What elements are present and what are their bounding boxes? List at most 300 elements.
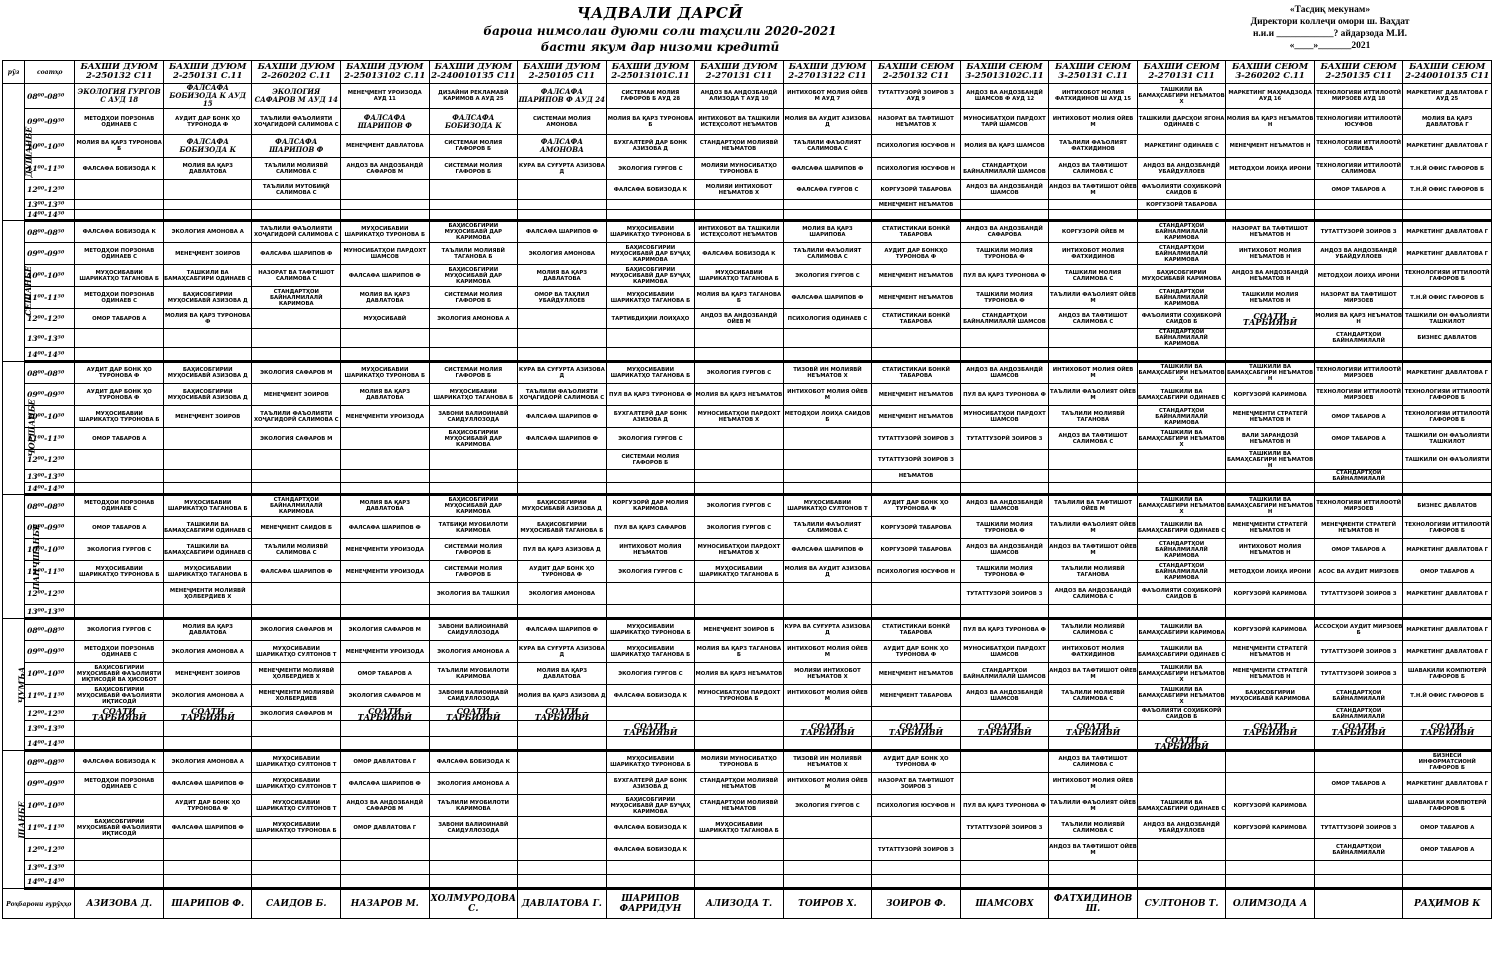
class-cell: ОМОР ТАБАРОВ А bbox=[1314, 773, 1403, 795]
class-cell bbox=[252, 737, 341, 751]
class-cell: АУДИТ ДАР БОНК ҲО ТУРОНОДА Ф bbox=[163, 109, 252, 135]
class-cell: МОЛИЯ ВА ҚАРЗ ШАРИПОВА bbox=[783, 221, 872, 243]
class-cell: ТАШКИЛИ ДАРСҲОИ ЯГОНА ОДИНАЕВ С bbox=[1137, 109, 1226, 135]
class-cell: АУДИТ ДАР БОНК ҲО ТУРОНОВА Ф bbox=[872, 641, 961, 663]
time-slot: 09⁰⁰-09⁵⁰ bbox=[25, 384, 75, 406]
class-cell: МОЛИЯ ВА ҚАРЗ ТУРОНОВА Ф bbox=[163, 309, 252, 329]
class-cell: ТАШКИЛИ ВА БАМАҲСАБГИРИ ОДИНАЕВ С bbox=[1137, 517, 1226, 539]
class-cell bbox=[1226, 483, 1315, 495]
approval-name: н.и.и ____________? айдарзода М.И. bbox=[1252, 29, 1408, 39]
class-cell bbox=[695, 348, 784, 362]
time-row bbox=[3, 707, 1492, 721]
time-slot: 09⁰⁰-09⁵⁰ bbox=[25, 243, 75, 265]
group-header: БАХШИ СЕЮМ 2-250132 С11 bbox=[872, 61, 961, 84]
class-cell: МОЛИЯИ ИНТИХОБОТ НЕЪМАТОВ Х bbox=[783, 663, 872, 685]
class-cell: СТАНДАРТҲОИ БАЙНАЛМИЛАЛӢ bbox=[1314, 329, 1403, 348]
class-cell: СОАТИ ТАРБИЯВӢ bbox=[1137, 737, 1226, 751]
class-cell: ТАЪЛИЛИ МОЛИЯВӢ САЛИМОВА С bbox=[1049, 619, 1138, 641]
class-cell: ЭКОЛОГИЯ ГУРГОВ С bbox=[606, 158, 695, 180]
class-cell bbox=[75, 861, 164, 875]
time-row bbox=[3, 309, 1492, 329]
class-cell: ФАЛСАФА ШАРИПОВ Ф bbox=[341, 265, 430, 287]
class-cell: ОМОР ТАБАРОВ А bbox=[75, 309, 164, 329]
class-cell: АСОС ВА АУДИТ МИРЗОЕВ bbox=[1314, 561, 1403, 583]
group-header: БАХШИ СЕЮМ 2-240010135 С11 bbox=[1403, 61, 1492, 84]
class-cell bbox=[252, 470, 341, 483]
class-cell: ФАЛСАФА ШАРИПОВ Ф bbox=[783, 287, 872, 309]
class-cell bbox=[1049, 483, 1138, 495]
class-cell bbox=[252, 210, 341, 221]
class-cell: ИНТИХОБОТ МОЛИЯ ОЙЕВ М bbox=[783, 641, 872, 663]
class-cell: ФАЛСАФА АМОНОВА bbox=[518, 135, 607, 158]
class-cell: АУДИТ ДАР БОНК ҲО ТУРОНОВА Ф bbox=[872, 751, 961, 773]
class-cell: МУҲОСИБАВИИ ШАРИКАТҲО ТАГАНОВА Б bbox=[606, 362, 695, 384]
footer-label: Роҳбарони гурӯҳҳо bbox=[3, 889, 75, 919]
time-slot: 11⁰⁰-11⁵⁰ bbox=[25, 428, 75, 450]
class-cell bbox=[1314, 483, 1403, 495]
class-cell: ФАЛСАФА БОБИЗОДА К bbox=[75, 158, 164, 180]
class-cell bbox=[695, 875, 784, 889]
class-cell: ТАЪЛИЛИ ФАЪОЛИЯТИ ХОҶАГИДОРӢ САЛИМОВА С bbox=[252, 406, 341, 428]
class-cell: ОМОР ТАБАРОВ А bbox=[1403, 839, 1492, 861]
class-cell bbox=[783, 583, 872, 605]
class-cell: ПСИХОЛОГИЯ ЮСУФОВ Н bbox=[872, 135, 961, 158]
time-slot: 11⁰⁰-11⁵⁰ bbox=[25, 561, 75, 583]
time-slot: 10⁰⁰-10⁵⁰ bbox=[25, 663, 75, 685]
class-cell: АНДОЗ ВА АНДОЗБАНДӢ АЛИЗОДА Т АУД 10 bbox=[695, 84, 784, 109]
class-cell bbox=[1049, 329, 1138, 348]
class-cell bbox=[960, 875, 1049, 889]
class-cell bbox=[75, 875, 164, 889]
class-cell: СТАНДАРТҲОИ БАЙНАЛМИЛАЛӢ КАРИМОВА bbox=[1137, 539, 1226, 561]
class-cell: ТУТАТТУЗОРӢ ЗОИРОВ З bbox=[1314, 641, 1403, 663]
class-cell: АНДОЗ ВА ТАФТИШОТ САЛИМОВА С bbox=[1049, 751, 1138, 773]
class-cell: СИСТЕМАИ МОЛИЯ АМОНОВА bbox=[518, 109, 607, 135]
class-cell: КОРГУЗОРӢ КАРИМОВА bbox=[1226, 795, 1315, 817]
class-cell: БАҲИСОБГИРИИ МУҲОСИБАВӢ АЗИЗОВА Д bbox=[163, 384, 252, 406]
class-cell bbox=[429, 348, 518, 362]
class-cell: МАРКЕТИНГ ДАВЛАТОВА Г bbox=[1403, 641, 1492, 663]
class-cell bbox=[960, 348, 1049, 362]
class-cell: ТАШКИЛИ ВА БАМАҲСАБГИРИ НЕЪМАТОВ Х bbox=[1138, 429, 1225, 448]
class-cell: МЕТОДҲОИ ПОРЗОНАВ ОДИНАЕВ С bbox=[75, 641, 164, 663]
class-cell bbox=[695, 200, 784, 210]
class-cell bbox=[1226, 773, 1315, 795]
class-cell: АНДОЗ ВА АНДОЗБАНДӢ ОЙЕВ М bbox=[695, 309, 784, 329]
class-cell bbox=[518, 875, 607, 889]
class-cell: ФАЛСАФА БОБИЗОДА К bbox=[429, 751, 518, 773]
class-cell bbox=[252, 605, 341, 619]
class-cell bbox=[75, 348, 164, 362]
class-cell: СТАТИСТИКАИ БОНКӢ ТАБАРОВА bbox=[872, 309, 961, 329]
class-cell bbox=[75, 470, 164, 483]
class-cell bbox=[75, 737, 164, 751]
class-cell: ФАЛСАФА ШАРИПОВ Ф bbox=[518, 428, 607, 450]
class-cell: ОМОР ТАБАРОВ А bbox=[341, 663, 430, 685]
class-cell: СОАТИ ТАРБИЯВӢ bbox=[960, 721, 1049, 737]
class-cell: МЕНЕҶМЕНТ ДАВЛАТОВА bbox=[341, 135, 430, 158]
time-row bbox=[3, 641, 1492, 663]
class-cell: ПУЛ ВА ҚАРЗ ТУРОНОВА Ф bbox=[960, 795, 1049, 817]
class-cell: ТАЪЛИЛИ ФАЪОЛИЯТИ ХОҶАГИДОРӢ САЛИМОВА С bbox=[252, 221, 341, 243]
class-cell: МАРКЕТИНГ ДАВЛАТОВА Г АУД 25 bbox=[1403, 84, 1492, 109]
class-cell: ТАШКИЛИ МОЛИЯ ТУРОНОВА Ф bbox=[960, 517, 1049, 539]
class-cell: ТЕХНОЛОГИЯИ ИТТИЛООТӢ МИРЗОЕВ bbox=[1314, 384, 1403, 406]
class-cell: СТАНДАРТҲОИ БАЙНАЛМИЛАЛӢ ШАМСОВ bbox=[960, 663, 1049, 685]
class-cell: ТАШКИЛИ ВА БАМАҲСАБГИРИ НЕЪМАТОВ Х bbox=[1138, 686, 1225, 705]
class-cell bbox=[1137, 839, 1226, 861]
class-cell bbox=[1314, 795, 1403, 817]
class-cell: АССОСҲОИ АУДИТ МИРЗОЕВ Б bbox=[1314, 619, 1403, 641]
class-cell bbox=[252, 309, 341, 329]
class-cell: АУДИТ ДАР БОНКҲО ТУРОНОВА Ф bbox=[872, 243, 961, 265]
class-cell: ФАЛСАФА ШАРИПОВ Ф bbox=[163, 773, 252, 795]
class-cell: ТУТАТТУЗОРӢ ЗОИРОВ З bbox=[1314, 221, 1403, 243]
class-cell: ЭКОЛОГИЯ ГУРГОВ С bbox=[75, 619, 164, 641]
time-row bbox=[3, 265, 1492, 287]
class-cell: КУРА ВА СУҒУРТА АЗИЗОВА Д bbox=[518, 641, 607, 663]
class-cell bbox=[341, 450, 430, 470]
time-row bbox=[3, 200, 1492, 210]
class-cell: ОМОР ТАБАРОВ А bbox=[1314, 406, 1403, 428]
class-cell bbox=[695, 450, 784, 470]
class-cell bbox=[872, 605, 961, 619]
class-cell bbox=[75, 329, 164, 348]
class-cell: ОМОР ДАВЛАТОВА Г bbox=[341, 817, 430, 839]
footer-row bbox=[3, 889, 1492, 919]
class-cell: МЕНЕҶМЕНТИ МОЛИЯВӢ ҲОЛБЕРДИЕВ Х bbox=[163, 583, 252, 605]
class-cell bbox=[341, 605, 430, 619]
time-slot: 09⁰⁰-09⁵⁰ bbox=[25, 517, 75, 539]
class-cell: МАРКЕТИНГ ОДИНАЕВ С bbox=[1137, 135, 1226, 158]
class-cell: КУРА ВА СУҒУРТА АЗИЗОВА Д bbox=[783, 619, 872, 641]
class-cell: МУҲОСИБАВИИ ШАРИКАТҲО ТАГАНОВА Б bbox=[163, 561, 252, 583]
class-cell: ЗАВОНИ ВАЛИОИНАВӢ САИДУЛЛОЗОДА bbox=[429, 817, 518, 839]
class-cell: ФАЛСАФА ШАРИПОВ Ф bbox=[783, 539, 872, 561]
class-cell bbox=[1314, 605, 1403, 619]
class-cell: АНДОЗ ВА АНДОЗБАНДӢ УБАЙДУЛЛОЕВ bbox=[1137, 817, 1226, 839]
class-cell: СИСТЕМАИ МОЛИЯ ГАФОРОВ Б bbox=[429, 287, 518, 309]
class-cell: СТАНДАРТҲОИ БАЙНАЛМИЛАЛӢ ШАМСОВ bbox=[960, 309, 1049, 329]
class-cell: СИСТЕМАИ МОЛИЯ ГАФОРОВ Б АУД 28 bbox=[606, 84, 695, 109]
class-cell bbox=[163, 605, 252, 619]
class-cell bbox=[872, 329, 961, 348]
time-row bbox=[3, 109, 1492, 135]
class-cell: ПУЛ ВА ҚАРЗ ТУРОНОВА Ф bbox=[960, 265, 1049, 287]
time-row bbox=[3, 348, 1492, 362]
day-label bbox=[3, 751, 25, 889]
class-cell: ФАЪОЛИЯТИ СОҲИБКОРӢ САИДОВ Б bbox=[1137, 309, 1226, 329]
class-cell: ТАШКИЛИ ВА БАМАҲСАБГИРИ ОДИНАЕВ С bbox=[1137, 384, 1226, 406]
class-cell: ОМОР ТАБАРОВ А bbox=[1403, 817, 1492, 839]
class-cell: АНДОЗ ВА АНДОЗБАНДӢ ШАМСОВ bbox=[960, 180, 1049, 200]
class-cell: ЭКОЛОГИЯ ГУРГОВ С bbox=[75, 539, 164, 561]
class-cell: ТУТАТТУЗОРӢ ЗОИРОВ З bbox=[872, 839, 961, 861]
class-cell: МУҲОСИБАВИИ ШАРИКАТҲО ТУРОНОВА Б bbox=[341, 221, 430, 243]
time-slot: 10⁰⁰-10⁵⁰ bbox=[25, 539, 75, 561]
time-row bbox=[3, 737, 1492, 751]
class-cell: МЕНЕҶМЕНТ ЗОИРОВ bbox=[163, 243, 252, 265]
class-cell: ТАШКИЛИ ВА БАМАҲСАБГИРИ НЕЪМАТОВ Х bbox=[1137, 495, 1226, 517]
class-cell: СТАНДАРТҲОИ БАЙНАЛМИЛАЛӢ bbox=[1314, 707, 1403, 721]
class-cell: МУҲОСИБАВИИ ШАРИКАТҲО ТУРОНОВА Б bbox=[252, 817, 341, 839]
class-cell bbox=[606, 348, 695, 362]
class-cell bbox=[783, 875, 872, 889]
class-cell: ПСИХОЛОГИЯ ЮСУФОВ Н bbox=[872, 561, 961, 583]
class-cell bbox=[518, 751, 607, 773]
class-cell: СТАНДАРТҲОИ БАЙНАЛМИЛАЛӢ bbox=[1314, 839, 1403, 861]
class-cell bbox=[606, 861, 695, 875]
class-cell: МЕНЕҶМЕНТ ЗОИРОВ Б bbox=[695, 619, 784, 641]
class-cell bbox=[783, 839, 872, 861]
class-cell: ЭКОЛОГИЯ ГУРГОВ С bbox=[606, 663, 695, 685]
class-cell: ТЕХНОЛОГИЯИ ИТТИЛООТӢ ЮСУФОВ bbox=[1314, 109, 1403, 135]
class-cell: АУДИТ ДАР БОНК ҲО ТУРОНОВА Ф bbox=[518, 561, 607, 583]
approval-label: «Тасдиқ мекунам» bbox=[1289, 5, 1371, 15]
class-cell: ТИЗОВӢ ИН МОЛИЯВӢ НЕЪМАТОВ Х bbox=[783, 362, 872, 384]
class-cell: ТУТАТТУЗОРӢ ЗОИРОВ З bbox=[960, 428, 1049, 450]
class-cell bbox=[163, 839, 252, 861]
class-cell: ТАШКИЛИ ОН ФАЪОЛИЯТИ ТАШКИЛОТ bbox=[1403, 428, 1492, 450]
class-cell: ИНТИХОБОТ МОЛИЯ ОЙЕВ М bbox=[783, 685, 872, 707]
class-cell: СОАТИ ТАРБИЯВӢ bbox=[1314, 721, 1403, 737]
class-cell: ФАЛСАФА ШАРИПОВ Ф bbox=[163, 817, 252, 839]
time-slot: 09⁰⁰-09⁵⁰ bbox=[25, 109, 75, 135]
time-slot: 09⁰⁰-09⁵⁰ bbox=[25, 773, 75, 795]
class-cell: ТЕХНОЛОГИЯИ ИТТИЛООТӢ СОЛИЕВА bbox=[1314, 135, 1403, 158]
day-label bbox=[3, 362, 37, 495]
class-cell bbox=[695, 483, 784, 495]
time-row bbox=[3, 517, 1492, 539]
class-cell: СТАТИСТИКАИ БОНКӢ ТАБАРОВА bbox=[872, 362, 961, 384]
class-cell: ТАШКИЛИ ВА БАМАҲСАБГИРИ НЕЪМАТОВ Х bbox=[1137, 362, 1226, 384]
class-cell bbox=[1403, 875, 1492, 889]
group-curator: ХОЛМУРОДОВА С. bbox=[429, 889, 518, 919]
class-cell: ЭКОЛОГИЯ ГУРГОВ С bbox=[606, 428, 695, 450]
class-cell: ЭКОЛОГИЯ ГУРГОВ С bbox=[695, 362, 784, 384]
class-cell bbox=[960, 329, 1049, 348]
class-cell: ПСИХОЛОГИЯ ЮСУФОВ Н bbox=[872, 158, 961, 180]
class-cell bbox=[518, 839, 607, 861]
time-row bbox=[3, 839, 1492, 861]
class-cell: ИНТИХОБОТ МОЛИЯ ФАТХИДИНОВ bbox=[1049, 243, 1138, 265]
class-cell: БУХГАЛТЕРӢ ДАР БОНК АЗИЗОВА Д bbox=[606, 406, 695, 428]
class-cell: МОЛИЯ ВА ҚАРЗ ТАГАНОВА Б bbox=[695, 641, 784, 663]
class-cell: СТАНДАРТҲОИ БАЙНАЛМИЛАЛӢ ШАМСОВ bbox=[960, 158, 1049, 180]
class-cell: ТАЪЛИЛИ ФАЪОЛИЯТ САЛИМОВА С bbox=[783, 517, 872, 539]
class-cell: МУҲОСИБАВИИ ШАРИКАТҲО ТАГАНОВА Б bbox=[429, 384, 518, 406]
class-cell: СОАТИ ТАРБИЯВӢ bbox=[1403, 721, 1492, 737]
class-cell bbox=[1137, 450, 1226, 470]
group-curator: ДАВЛАТОВА Г. bbox=[518, 889, 607, 919]
class-cell bbox=[1403, 737, 1492, 751]
class-cell bbox=[341, 210, 430, 221]
class-cell: МЕТОДҲОИ ПОРЗОНАВ ОДИНАЕВ С bbox=[75, 495, 164, 517]
class-cell bbox=[429, 180, 518, 200]
class-cell: СОАТИ ТАРБИЯВӢ bbox=[163, 707, 252, 721]
class-cell: ФАЛСАФА БОБИЗОДА К bbox=[606, 839, 695, 861]
time-slot: 10⁰⁰-10⁵⁰ bbox=[25, 265, 75, 287]
class-cell: СТАНДАРТҲОИ БАЙНАЛМИЛАЛӢ КАРИМОВА bbox=[1137, 561, 1226, 583]
class-cell bbox=[518, 180, 607, 200]
class-cell: МЕТОДҲОИ ЛОИҲА ИРОНИ bbox=[1314, 265, 1403, 287]
class-cell bbox=[341, 348, 430, 362]
class-cell: ФАЛСАФА БОБИЗОДА К bbox=[163, 135, 252, 158]
class-cell: СТАНДАРТҲОИ МОЛИЯВӢ НЕЪМАТОВ bbox=[695, 135, 784, 158]
group-header: БАХШИ СЕЮМ 2-250135 С11 bbox=[1314, 61, 1403, 84]
class-cell: АНДОЗ ВА АНДОЗБАНДӢ НЕЪМАТОВ Н bbox=[1226, 265, 1315, 287]
class-cell bbox=[783, 817, 872, 839]
class-cell: МЕНЕҶМЕНТИ МОЛИЯВӢ ҲОЛБЕРДИЕВ Х bbox=[252, 663, 341, 685]
class-cell: ПСИХОЛОГИЯ ЮСУФОВ Н bbox=[872, 795, 961, 817]
time-slot: 08⁰⁰-08⁵⁰ bbox=[25, 362, 75, 384]
time-slot: 09⁰⁰-09⁵⁰ bbox=[25, 641, 75, 663]
class-cell bbox=[695, 583, 784, 605]
class-cell: КОРГУЗОРӢ КАРИМОВА bbox=[1226, 384, 1315, 406]
class-cell: ТАЪЛИЛИ ФАЪОЛИЯТ ОЙЕВ М bbox=[1049, 517, 1138, 539]
class-cell bbox=[1226, 605, 1315, 619]
class-cell: АНДОЗ ВА ТАФТИШОТ САЛИМОВА С bbox=[1049, 309, 1138, 329]
group-curator: ФАТХИДИНОВ Ш. bbox=[1049, 889, 1138, 919]
class-cell: ФАЛСАФА БОБИЗОДА К bbox=[695, 243, 784, 265]
class-cell: Т.Н.Й ОФИС ГАФОРОВ Б bbox=[1403, 180, 1492, 200]
time-slot: 10⁰⁰-10⁵⁰ bbox=[25, 795, 75, 817]
class-cell: МЕТОДҲОИ ЛОИҲА ИРОНИ bbox=[1226, 561, 1315, 583]
class-cell: ФАЛСАФА ШАРИПОВ Ф bbox=[518, 221, 607, 243]
day-name: ДУШАНБЕ bbox=[23, 126, 34, 178]
class-cell: ТУТАТТУЗОРӢ ЗОИРОВ З bbox=[1314, 817, 1403, 839]
class-cell bbox=[783, 861, 872, 875]
class-cell: БАҲИСОБГИРИИ МУҲОСИБАВӢ КАРИМОВА bbox=[1137, 265, 1226, 287]
class-cell bbox=[429, 839, 518, 861]
class-cell: КОРГУЗОРӢ КАРИМОВА bbox=[1226, 817, 1315, 839]
class-cell: ОМОР ТАБАРОВ А bbox=[1314, 539, 1403, 561]
class-cell: АНДОЗ ВА АНДОЗБАНДӢ ШАМСОВ Ф АУД 12 bbox=[960, 84, 1049, 109]
class-cell: Т.Н.Й ОФИС ГАФОРОВ Б bbox=[1403, 158, 1492, 180]
class-cell: ТАШКИЛИ ВА БАМАҲСАБГИРИ ОДИНАЕВ С bbox=[1137, 641, 1226, 663]
class-cell bbox=[163, 180, 252, 200]
class-cell: ИНТИХОБОТ МОЛИЯ ОЙЕВ М bbox=[1049, 362, 1138, 384]
class-cell bbox=[75, 200, 164, 210]
class-cell: МУҲОСИБАВИИ ШАРИКАТҲО ТАГАНОВА Б bbox=[163, 495, 252, 517]
class-cell: МОЛИЯИ МУНОСИБАТҲО ТУРОНОВА Б bbox=[695, 751, 784, 773]
group-curator: ШАРИПОВ ФАРРИДУН bbox=[606, 889, 695, 919]
time-row bbox=[3, 406, 1492, 428]
class-cell: ПУЛ ВА ҚАРЗ САФАРОВ bbox=[606, 517, 695, 539]
class-cell: АУДИТ ДАР БОНК ҲО ТУРОНОВА Ф bbox=[75, 384, 164, 406]
class-cell: КОРГУЗОРӢ ТАБАРОВА bbox=[872, 539, 961, 561]
day-label bbox=[3, 619, 25, 751]
class-cell bbox=[341, 329, 430, 348]
class-cell: МЕТОДҲОИ ЛОИҲА САИДОВ Б bbox=[783, 406, 872, 428]
class-cell: МЕТОДҲОИ ПОРЗОНАВ ОДИНАЕВ С bbox=[75, 109, 164, 135]
class-cell bbox=[1314, 861, 1403, 875]
class-cell bbox=[606, 329, 695, 348]
class-cell bbox=[783, 329, 872, 348]
class-cell: БАҲИСОБГИРИИ МУҲОСИБАВӢ ФАЪОЛИЯТИ ИҚТИСОДӢ bbox=[75, 817, 164, 839]
class-cell bbox=[1226, 470, 1315, 483]
class-cell: ТАЪЛИЛИ ФАЪОЛИЯТ ОЙЕВ М bbox=[1049, 795, 1138, 817]
class-cell: МУҲОСИБАВИИ ШАРИКАТҲО ТУРОНОВА Б bbox=[606, 619, 695, 641]
class-cell bbox=[252, 483, 341, 495]
time-row bbox=[3, 329, 1492, 348]
class-cell: НАЗОРАТ ВА ТАФТИШОТ МИРЗОЕВ bbox=[1314, 287, 1403, 309]
class-cell: МЕНЕҶМЕНТ НЕЪМАТОВ bbox=[872, 287, 961, 309]
class-cell bbox=[518, 450, 607, 470]
time-row bbox=[3, 384, 1492, 406]
class-cell: ТАЪЛИЛИ МУТОБИҚӢ САЛИМОВА С bbox=[252, 180, 341, 200]
class-cell: АУДИТ ДАР БОНК ҲО ТУРОНОВА Ф bbox=[75, 362, 164, 384]
class-cell: АНДОЗ ВА АНДОЗБАНДӢ САФАРОВ М bbox=[341, 795, 430, 817]
class-cell: ФАЛСАФА ШАРИПОВ Ф bbox=[252, 561, 341, 583]
class-cell: ТАЪЛИЛИ МОЛИЯВӢ ТАГАНОВА Б bbox=[429, 243, 518, 265]
class-cell: БИЗНЕС ДАВЛАТОВ bbox=[1403, 495, 1492, 517]
class-cell bbox=[1314, 875, 1403, 889]
class-cell: ТУТАТТУЗОРӢ ЗОИРОВ З bbox=[960, 583, 1049, 605]
class-cell: АНДОЗ ВА АНДОЗБАНДӢ ШАМСОВ bbox=[960, 362, 1049, 384]
time-slot: 14⁰⁰-14⁵⁰ bbox=[25, 737, 75, 751]
class-cell bbox=[429, 483, 518, 495]
class-cell bbox=[606, 583, 695, 605]
corner-day: рӯз bbox=[3, 61, 25, 84]
time-slot: 12⁰⁰-12⁵⁰ bbox=[25, 180, 75, 200]
class-cell: ТЕХНОЛОГИЯИ ИТТИЛООТӢ МИРЗОЕВ АУД 18 bbox=[1314, 84, 1403, 109]
class-cell: ТАЪЛИЛИ ВА ТАФТИШОТ ОЙЕВ М bbox=[1049, 495, 1138, 517]
class-cell: МЕНЕҶМЕНТИ УРОИЗОДА bbox=[341, 561, 430, 583]
approval-date: «____»_______2021 bbox=[1289, 41, 1371, 51]
class-cell bbox=[695, 721, 784, 737]
header-row bbox=[3, 61, 1492, 84]
class-cell: СТАТИСТИКАИ БОНКӢ ТАБАРОВА bbox=[872, 221, 961, 243]
time-row bbox=[3, 663, 1492, 685]
class-cell: ТАЪЛИЛИ МОЛИЯВӢ САЛИМОВА С bbox=[252, 539, 341, 561]
class-cell bbox=[783, 428, 872, 450]
class-cell: БАҲИСОБГИРИИ МУҲОСИБАВӢ ДАР КАРИМОВА bbox=[429, 265, 518, 287]
group-header: БАХШИ ДУЮМ 2-260202 С.11 bbox=[252, 61, 341, 84]
class-cell bbox=[1049, 200, 1138, 210]
class-cell bbox=[429, 721, 518, 737]
class-cell: МЕНЕҶМЕНТИ УРОИЗОДА bbox=[341, 539, 430, 561]
class-cell bbox=[341, 737, 430, 751]
class-cell bbox=[518, 861, 607, 875]
class-cell bbox=[1403, 861, 1492, 875]
time-slot: 11⁰⁰-11⁵⁰ bbox=[25, 158, 75, 180]
day-label bbox=[3, 84, 34, 221]
class-cell: МУҲОСИБАВИИ ШАРИКАТҲО ТУРОНОВА Б bbox=[606, 221, 695, 243]
class-cell bbox=[163, 329, 252, 348]
class-cell bbox=[872, 875, 961, 889]
class-cell bbox=[1226, 210, 1315, 221]
class-cell: ТАЪЛИЛИ МОЛИЯВӢ САЛИМОВА С bbox=[1049, 685, 1138, 707]
time-row bbox=[3, 287, 1492, 309]
time-slot: 08⁰⁰-08⁵⁰ bbox=[25, 84, 75, 109]
class-cell: Т.Н.Й ОФИС ГАФОРОВ Б bbox=[1403, 287, 1492, 309]
class-cell: МУНОСИБАТҲОИ ПАРДОХТ ШАМСОВ bbox=[960, 641, 1049, 663]
page-title: ҶАДВАЛИ ДАРСӢ bbox=[576, 4, 744, 22]
class-cell bbox=[960, 773, 1049, 795]
time-row bbox=[3, 158, 1492, 180]
class-cell bbox=[341, 200, 430, 210]
class-cell: ПУЛ ВА ҚАРЗ ТУРОНОВА Ф bbox=[960, 384, 1049, 406]
class-cell bbox=[783, 605, 872, 619]
class-cell: МЕНЕҶМЕНТ ЗОИРОВ bbox=[163, 406, 252, 428]
time-row bbox=[3, 210, 1492, 221]
class-cell bbox=[1226, 861, 1315, 875]
class-cell: АНДОЗ ВА АНДОЗБАНДӢ УБАЙДУЛЛОЕВ bbox=[1314, 243, 1403, 265]
class-cell: ТАШКИЛИ ВА БАМАҲСАБГИРИ ОДИНАЕВ С bbox=[163, 517, 252, 539]
class-cell bbox=[695, 861, 784, 875]
class-cell: ЭКОЛОГИЯ ГУРГОВ С bbox=[695, 495, 784, 517]
